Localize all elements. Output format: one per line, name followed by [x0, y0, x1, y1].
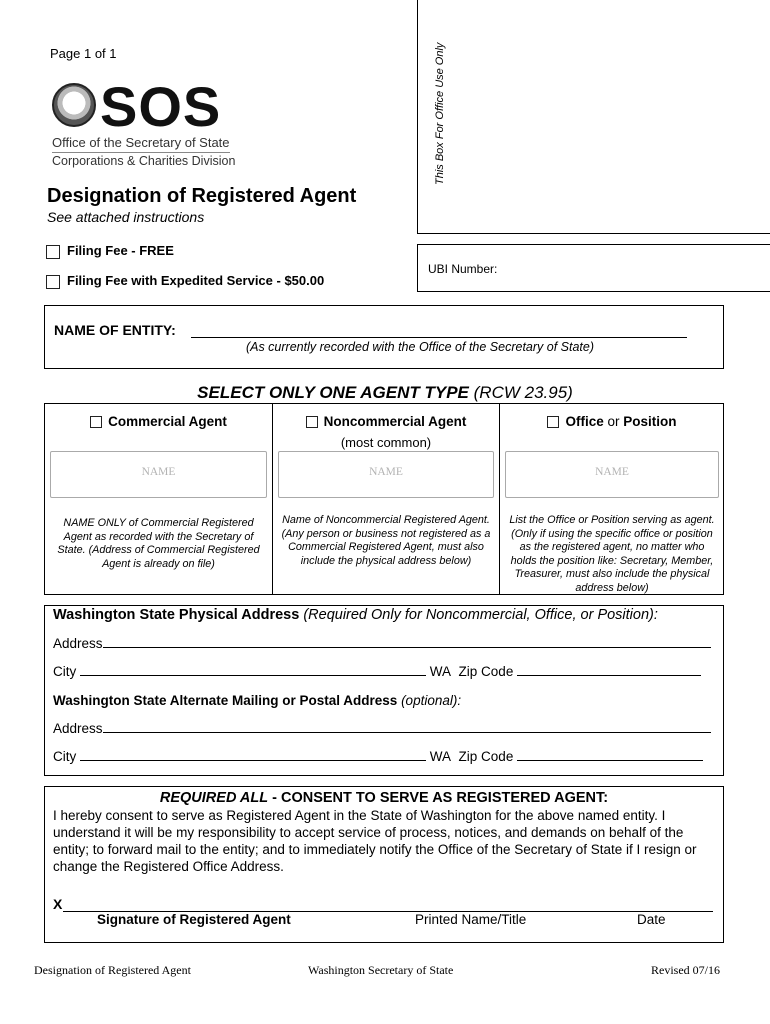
- mailing-address-input[interactable]: [103, 721, 711, 733]
- checkbox-icon[interactable]: [547, 416, 559, 428]
- mailing-address-heading-bold: Washington State Alternate Mailing or Postal Address: [53, 693, 398, 708]
- entity-name-label: NAME OF ENTITY:: [54, 322, 176, 338]
- fee-option-expedited[interactable]: [46, 273, 324, 289]
- physical-city-input[interactable]: [80, 664, 426, 676]
- form-title: Designation of Registered Agent: [47, 185, 357, 207]
- address-label: Address: [53, 721, 103, 736]
- checkbox-icon[interactable]: [90, 416, 102, 428]
- state-label: WA: [429, 664, 452, 679]
- name-placeholder: NAME: [141, 466, 176, 478]
- agent-option-title-2: Position: [623, 414, 677, 429]
- zip-label: Zip Code: [458, 664, 514, 679]
- agent-type-heading: [0, 383, 770, 403]
- noncommercial-name-input[interactable]: [278, 451, 494, 498]
- mailing-city-row: [53, 749, 703, 764]
- consent-body: I hereby consent to serve as Registered Agent in the State of Washington for the above named entity. I understand it will be my responsibility to accept service of process, notices, and demands on behalf of the entity; to forward mail to the entity; and to immediately notify the Office of the Secretary of State if I resign or change the Registered Office Address.: [53, 808, 697, 874]
- fee-option-free[interactable]: [46, 243, 174, 259]
- agent-option-title-joiner: or: [603, 414, 624, 429]
- sos-logo: [50, 75, 250, 175]
- agent-option-description: NAME ONLY of Commercial Registered Agent as recorded with the Secretary of State. (Address of Commercial Registered Agent is already on file): [57, 517, 260, 570]
- address-section: [44, 605, 724, 776]
- ubi-label: UBI Number:: [428, 262, 498, 276]
- physical-address-heading-bold: Washington State Physical Address: [53, 607, 300, 623]
- state-seal-icon: [52, 83, 96, 127]
- checkbox-icon[interactable]: [46, 245, 60, 259]
- logo-division-name: Corporations & Charities Division: [52, 154, 236, 168]
- agent-option-noncommercial: [272, 404, 499, 594]
- physical-address-heading-note: (Required Only for Noncommercial, Office, or Position):: [303, 607, 658, 623]
- signature-label: Signature of Registered Agent: [97, 912, 291, 927]
- date-label: Date: [637, 912, 666, 927]
- agent-type-table: [44, 403, 724, 595]
- page-label: Page 1 of 1: [50, 46, 117, 61]
- footer-agency: Washington Secretary of State: [308, 963, 454, 977]
- agent-type-heading-bold: SELECT ONLY ONE AGENT TYPE: [197, 383, 469, 402]
- agent-option-commercial: [45, 404, 272, 594]
- office-use-label: This Box For Office Use Only: [434, 42, 446, 185]
- checkbox-icon[interactable]: [306, 416, 318, 428]
- consent-heading-required: REQUIRED ALL: [159, 790, 269, 806]
- physical-zip-input[interactable]: [517, 664, 701, 676]
- agent-option-subtitle: (most common): [340, 435, 432, 450]
- commercial-name-input[interactable]: [50, 451, 267, 498]
- agent-option-title: Office: [565, 414, 604, 429]
- mailing-city-input[interactable]: [80, 749, 426, 761]
- agent-option-header[interactable]: [273, 414, 499, 429]
- mailing-address-heading-note: (optional):: [401, 693, 462, 708]
- agent-option-office-position: [499, 404, 724, 594]
- city-label: City: [53, 749, 77, 764]
- form-subtitle: See attached instructions: [47, 209, 205, 225]
- physical-address-row: [53, 636, 711, 651]
- name-placeholder: NAME: [595, 466, 629, 478]
- signature-x-mark: X: [53, 896, 63, 912]
- address-label: Address: [53, 636, 103, 651]
- fee-free-label: Filing Fee - FREE: [67, 243, 174, 258]
- state-label: WA: [429, 749, 452, 764]
- city-label: City: [53, 664, 77, 679]
- physical-address-input[interactable]: [103, 636, 711, 648]
- entity-name-note: (As currently recorded with the Office of the Secretary of State): [245, 340, 595, 354]
- footer-form-name: Designation of Registered Agent: [34, 963, 191, 977]
- logo-divider: [52, 152, 230, 153]
- printed-name-label: Printed Name/Title: [415, 912, 527, 927]
- physical-city-row: [53, 664, 701, 679]
- physical-address-heading: [53, 607, 658, 623]
- ubi-number-field[interactable]: [417, 244, 770, 292]
- entity-name-input[interactable]: [191, 337, 687, 338]
- footer-revision: Revised 07/16: [651, 963, 720, 977]
- mailing-zip-input[interactable]: [517, 749, 703, 761]
- agent-option-title: Commercial Agent: [108, 414, 227, 429]
- office-use-box: [417, 0, 770, 234]
- fee-expedited-label: Filing Fee with Expedited Service - $50.00: [67, 273, 325, 288]
- mailing-address-heading: [53, 693, 461, 708]
- checkbox-icon[interactable]: [46, 275, 60, 289]
- consent-section: [44, 786, 724, 943]
- agent-option-header[interactable]: [500, 414, 724, 429]
- mailing-address-row: [53, 721, 711, 736]
- entity-name-section: [44, 305, 724, 369]
- zip-label: Zip Code: [458, 749, 514, 764]
- logo-office-name: Office of the Secretary of State: [52, 135, 230, 150]
- agent-option-title: Noncommercial Agent: [323, 414, 467, 429]
- consent-heading-title: - CONSENT TO SERVE AS REGISTERED AGENT:: [268, 790, 609, 806]
- agent-option-header[interactable]: [45, 414, 272, 429]
- agent-option-description: List the Office or Position serving as agent. (Only if using the specific office or position as the registered agent, no matter who holds the position like: Secretary, Member, Treasurer, must also include the physical address below): [509, 514, 715, 594]
- name-placeholder: NAME: [369, 466, 403, 478]
- consent-heading: [45, 790, 723, 806]
- agent-type-heading-rcw: (RCW 23.95): [473, 383, 573, 402]
- office-position-name-input[interactable]: [505, 451, 719, 498]
- logo-letters: SOS: [100, 75, 222, 138]
- agent-option-description: Name of Noncommercial Registered Agent. (Any person or business not registered as a Commercial Registered Agent, must also include the physical address below): [281, 514, 491, 567]
